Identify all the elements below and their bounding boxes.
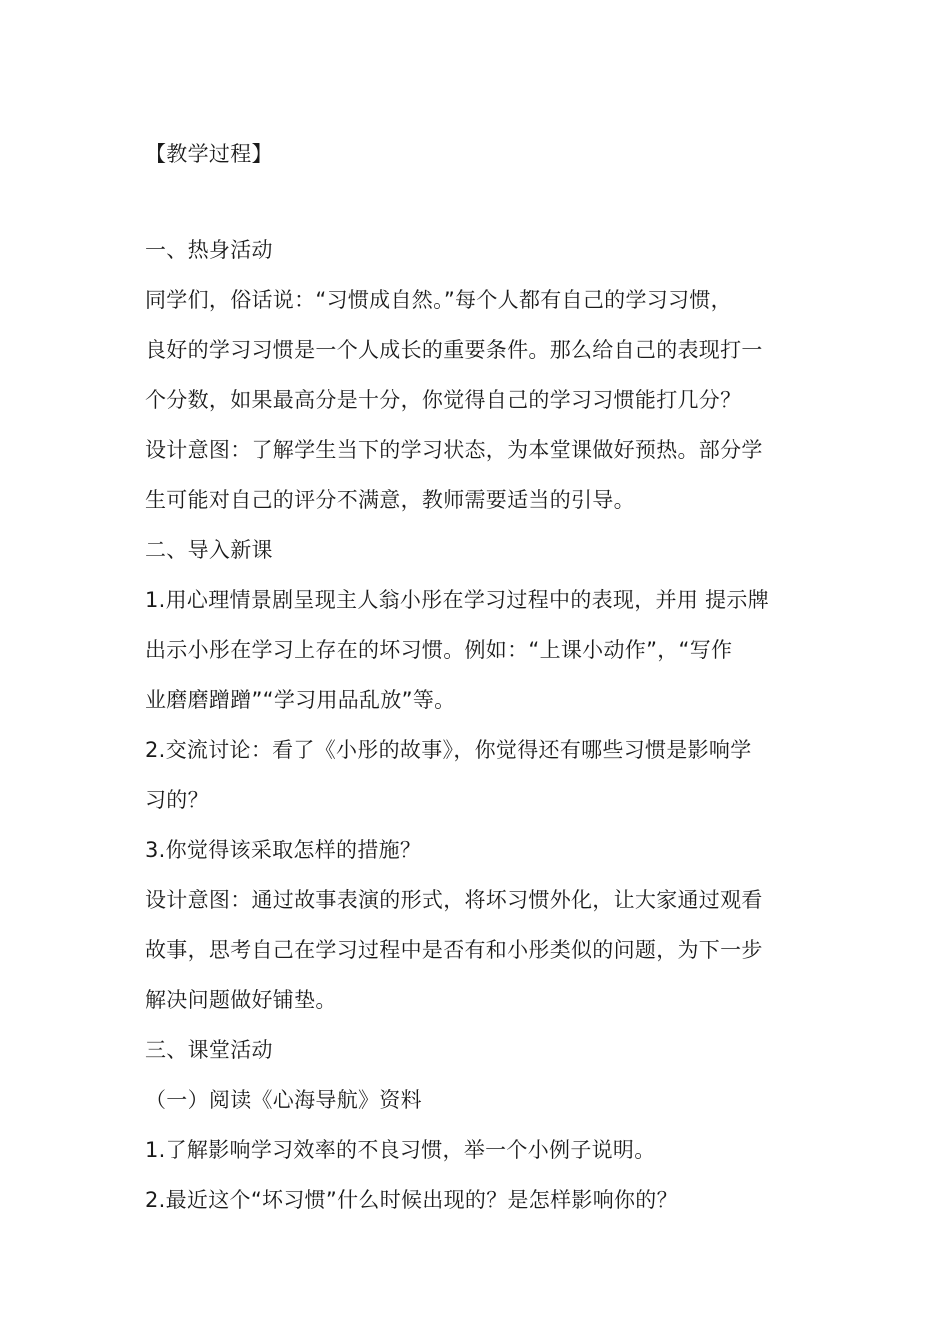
paragraph-line: 2.最近这个“坏习惯”什么时候出现的？是怎样影响你的？	[145, 1188, 678, 1212]
section-title: 【教学过程】	[145, 142, 273, 166]
paragraph-line: 1.了解影响学习效率的不良习惯，举一个小例子说明。	[145, 1138, 656, 1162]
paragraph-line: 2.交流讨论：看了《小彤的故事》，你觉得还有哪些习惯是影响学	[145, 738, 752, 762]
paragraph-line: 习的？	[145, 788, 209, 812]
paragraph-line: 同学们，俗话说：“习惯成自然。”每个人都有自己的学习习惯，	[145, 288, 732, 312]
paragraph-line: 解决问题做好铺垫。	[145, 988, 337, 1012]
heading-class-activity: 三、课堂活动	[145, 1038, 273, 1062]
subheading-reading: （一）阅读《心海导航》资料	[145, 1088, 422, 1112]
paragraph-line: 故事，思考自己在学习过程中是否有和小彤类似的问题，为下一步	[145, 938, 763, 962]
paragraph-line: 设计意图：了解学生当下的学习状态，为本堂课做好预热。部分学	[145, 438, 763, 462]
paragraph-line: 3.你觉得该采取怎样的措施？	[145, 838, 422, 862]
paragraph-line: 良好的学习习惯是一个人成长的重要条件。那么给自己的表现打一	[145, 338, 763, 362]
heading-warmup: 一、热身活动	[145, 238, 273, 262]
paragraph-line: 1.用心理情景剧呈现主人翁小彤在学习过程中的表现，并用 提示牌	[145, 588, 770, 612]
paragraph-line: 个分数，如果最高分是十分，你觉得自己的学习习惯能打几分？	[145, 388, 742, 412]
paragraph-line: 业磨磨蹭蹭”“学习用品乱放”等。	[145, 688, 456, 712]
paragraph-line: 生可能对自己的评分不满意，教师需要适当的引导。	[145, 488, 635, 512]
paragraph-line: 出示小彤在学习上存在的坏习惯。例如：“上课小动作”，“写作	[145, 638, 733, 662]
paragraph-line: 设计意图：通过故事表演的形式，将坏习惯外化，让大家通过观看	[145, 888, 763, 912]
heading-introduction: 二、导入新课	[145, 538, 273, 562]
